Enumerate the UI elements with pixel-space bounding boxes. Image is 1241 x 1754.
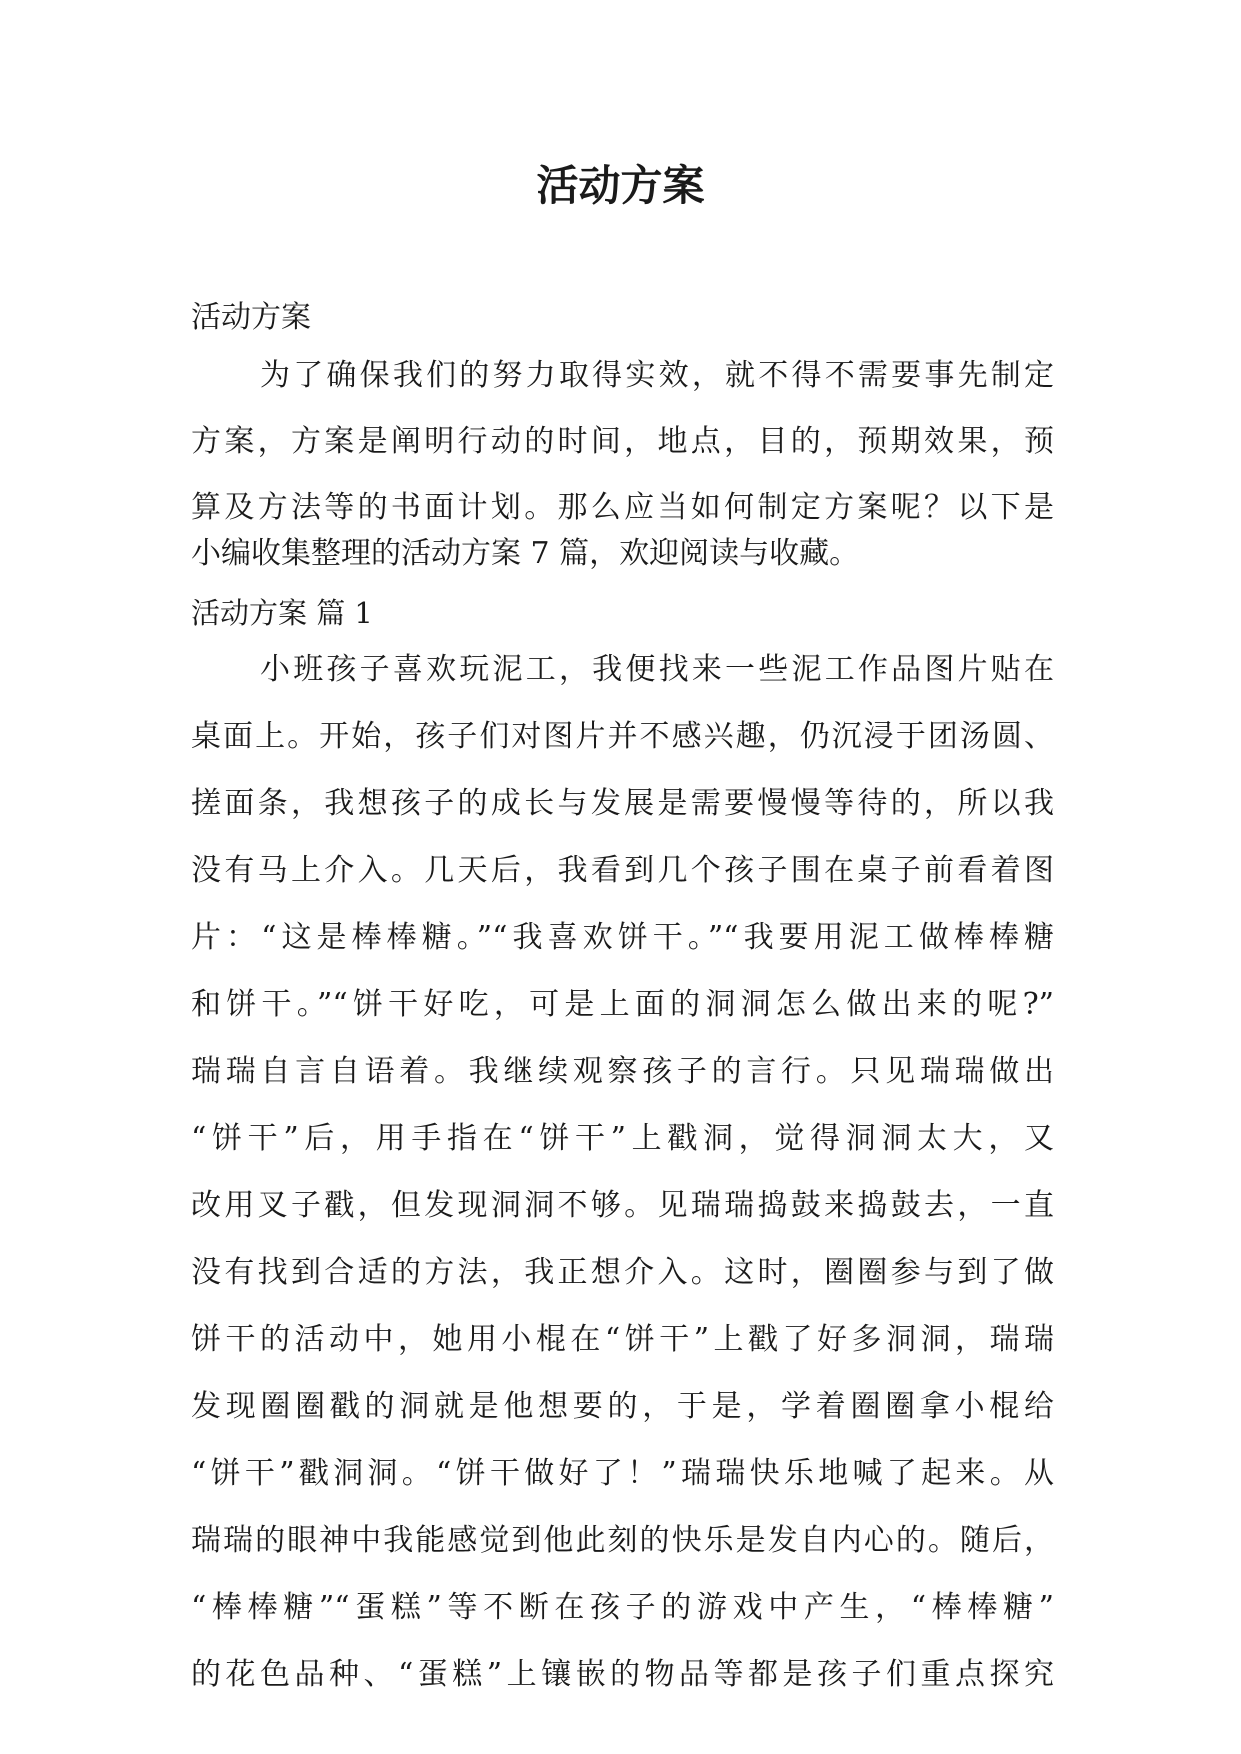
body-line-5: 片：“这是棒棒糖。”“我喜欢饼干。”“我要用泥工做棒棒糖 (191, 920, 1054, 955)
body-line-12: 发现圈圈戳的洞就是他想要的，于是，学着圈圈拿小棍给 (191, 1389, 1054, 1424)
intro-line-4: 小编收集整理的活动方案 7 篇，欢迎阅读与收藏。 (191, 536, 860, 571)
body-line-2: 桌面上。开始，孩子们对图片并不感兴趣，仍沉浸于团汤圆、 (191, 719, 1054, 754)
section-heading: 活动方案 篇 1 (191, 596, 373, 630)
intro-line-1: 为了确保我们的努力取得实效，就不得不需要事先制定 (260, 358, 1054, 393)
body-line-8: “饼干”后，用手指在“饼干”上戳洞，觉得洞洞太大，又 (191, 1121, 1054, 1156)
doc-subtitle: 活动方案 (191, 300, 311, 335)
intro-line-2: 方案，方案是阐明行动的时间，地点，目的，预期效果，预 (191, 424, 1054, 459)
body-line-15: “棒棒糖”“蛋糕”等不断在孩子的游戏中产生，“棒棒糖” (191, 1590, 1054, 1625)
body-line-13: “饼干”戳洞洞。“饼干做好了！”瑞瑞快乐地喊了起来。从 (191, 1456, 1054, 1491)
body-line-16: 的花色品种、“蛋糕”上镶嵌的物品等都是孩子们重点探究 (191, 1657, 1054, 1692)
body-line-4: 没有马上介入。几天后，我看到几个孩子围在桌子前看着图 (191, 853, 1054, 888)
page-title: 活动方案 (536, 161, 705, 210)
body-line-6: 和饼干。”“饼干好吃，可是上面的洞洞怎么做出来的呢?” (191, 987, 1054, 1022)
body-line-9: 改用叉子戳，但发现洞洞不够。见瑞瑞捣鼓来捣鼓去，一直 (191, 1188, 1054, 1223)
intro-line-3: 算及方法等的书面计划。那么应当如何制定方案呢？以下是 (191, 490, 1054, 525)
body-line-3: 搓面条，我想孩子的成长与发展是需要慢慢等待的，所以我 (191, 786, 1054, 821)
body-line-14: 瑞瑞的眼神中我能感觉到他此刻的快乐是发自内心的。随后， (191, 1523, 1054, 1558)
body-line-7: 瑞瑞自言自语着。我继续观察孩子的言行。只见瑞瑞做出 (191, 1054, 1054, 1089)
body-line-1: 小班孩子喜欢玩泥工，我便找来一些泥工作品图片贴在 (260, 652, 1054, 687)
body-line-11: 饼干的活动中，她用小棍在“饼干”上戳了好多洞洞，瑞瑞 (191, 1322, 1054, 1357)
body-line-10: 没有找到合适的方法，我正想介入。这时，圈圈参与到了做 (191, 1255, 1054, 1290)
